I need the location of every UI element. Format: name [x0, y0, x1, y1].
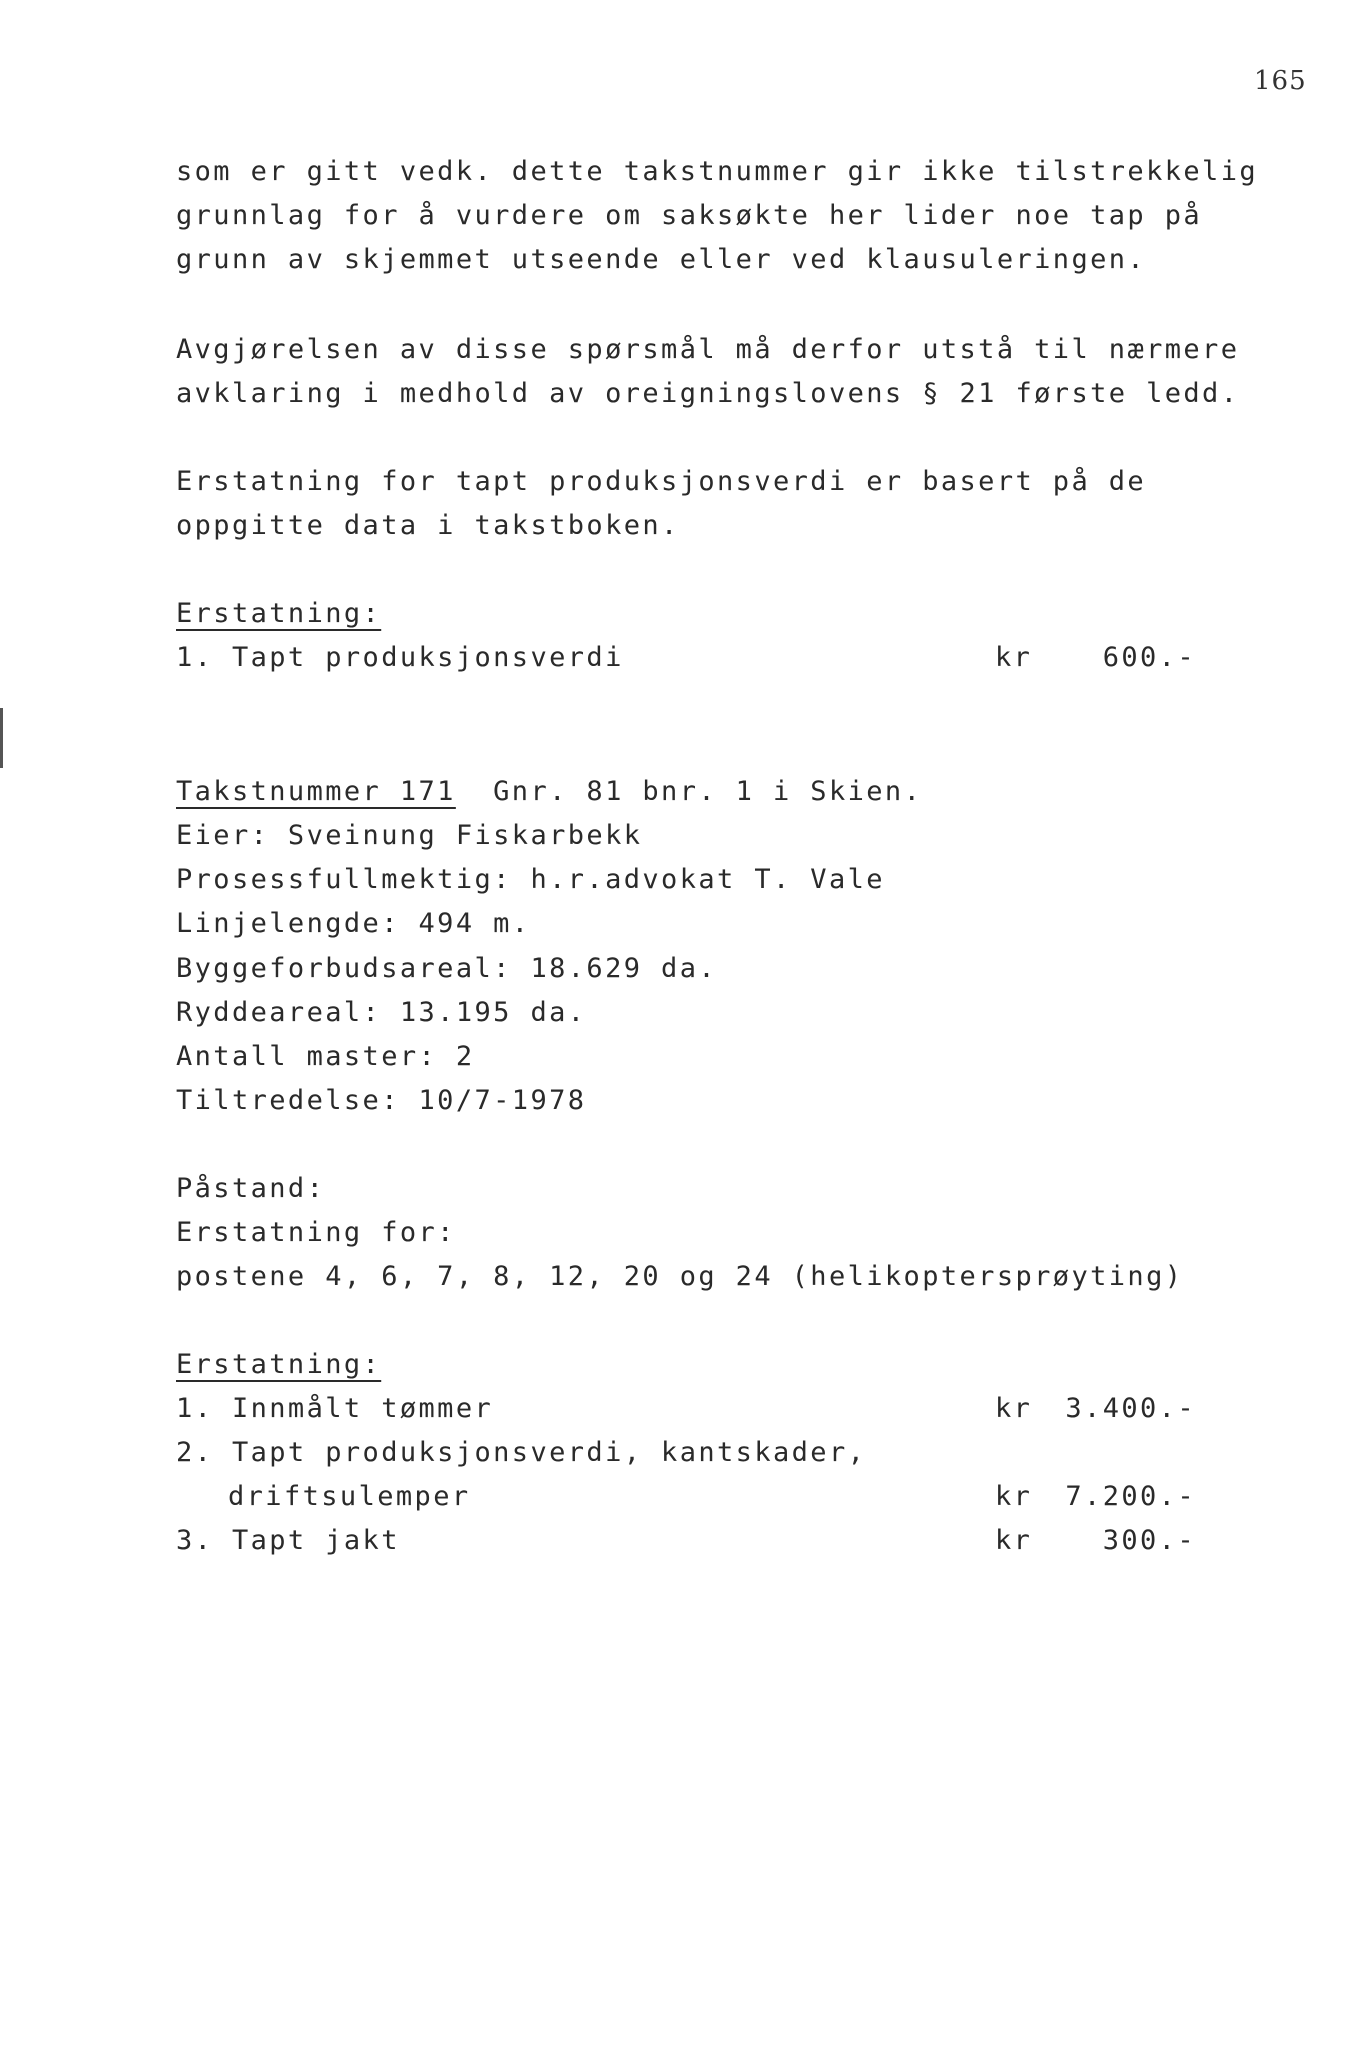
takst-detail: Tiltredelse: 10/7-1978 — [176, 1085, 587, 1116]
takst-detail: Eier: Sveinung Fiskarbekk — [176, 820, 643, 851]
compensation-label: 1. Innmålt tømmer — [176, 1393, 494, 1424]
claim-line: postene 4, 6, 7, 8, 12, 20 og 24 (helikoptersprøyting) — [176, 1261, 1184, 1292]
takst-gnr: Gnr. 81 bnr. 1 i Skien. — [493, 776, 923, 807]
paragraph-line: grunnlag for å vurdere om saksøkte her lider noe tap på — [176, 200, 1203, 231]
compensation-label: 1. Tapt produksjonsverdi — [176, 642, 624, 673]
compensation-label: 3. Tapt jakt — [176, 1525, 400, 1556]
compensation-row — [176, 1439, 1196, 1473]
paragraph-line: Avgjørelsen av disse spørsmål må derfor utstå til nærmere — [176, 334, 1240, 365]
takst-heading: Takstnummer 171 — [176, 776, 456, 807]
compensation-amount: 7.200.- — [1065, 1481, 1196, 1512]
paragraph-line: som er gitt vedk. dette takstnummer gir ikke tilstrekkelig — [176, 156, 1259, 187]
compensation-amount: 3.400.- — [1065, 1393, 1196, 1424]
compensation-row — [176, 1483, 1196, 1517]
currency-label: kr — [995, 1525, 1033, 1556]
section-heading: Erstatning: — [176, 598, 382, 629]
paragraph-line: oppgitte data i takstboken. — [176, 510, 680, 541]
takst-detail: Linjelengde: 494 m. — [176, 908, 531, 939]
claim-heading: Påstand: — [176, 1173, 326, 1204]
currency-label: kr — [995, 1481, 1033, 1512]
takst-line — [176, 778, 922, 805]
scan-edge-mark — [0, 708, 3, 768]
compensation-row — [176, 1527, 1196, 1561]
paragraph-line: avklaring i medhold av oreigningslovens § 21 første ledd. — [176, 378, 1240, 409]
page-number: 165 — [1254, 66, 1307, 96]
takst-detail: Byggeforbudsareal: 18.629 da. — [176, 953, 718, 984]
compensation-label: 2. Tapt produksjonsverdi, kantskader, — [176, 1437, 867, 1468]
takst-detail: Antall master: 2 — [176, 1041, 475, 1072]
compensation-label-cont: driftsulemper — [228, 1481, 471, 1512]
paragraph-line: Erstatning for tapt produksjonsverdi er basert på de — [176, 466, 1147, 497]
currency-label: kr — [995, 642, 1033, 673]
compensation-amount: 600.- — [1102, 642, 1196, 673]
compensation-row — [176, 1395, 1196, 1429]
section-heading: Erstatning: — [176, 1349, 382, 1380]
paragraph-line: grunn av skjemmet utseende eller ved klausuleringen. — [176, 244, 1147, 275]
claim-line: Erstatning for: — [176, 1217, 456, 1248]
currency-label: kr — [995, 1393, 1033, 1424]
compensation-amount: 300.- — [1102, 1525, 1196, 1556]
takst-detail: Prosessfullmektig: h.r.advokat T. Vale — [176, 864, 885, 895]
takst-detail: Ryddeareal: 13.195 da. — [176, 997, 587, 1028]
compensation-row — [176, 644, 1196, 678]
